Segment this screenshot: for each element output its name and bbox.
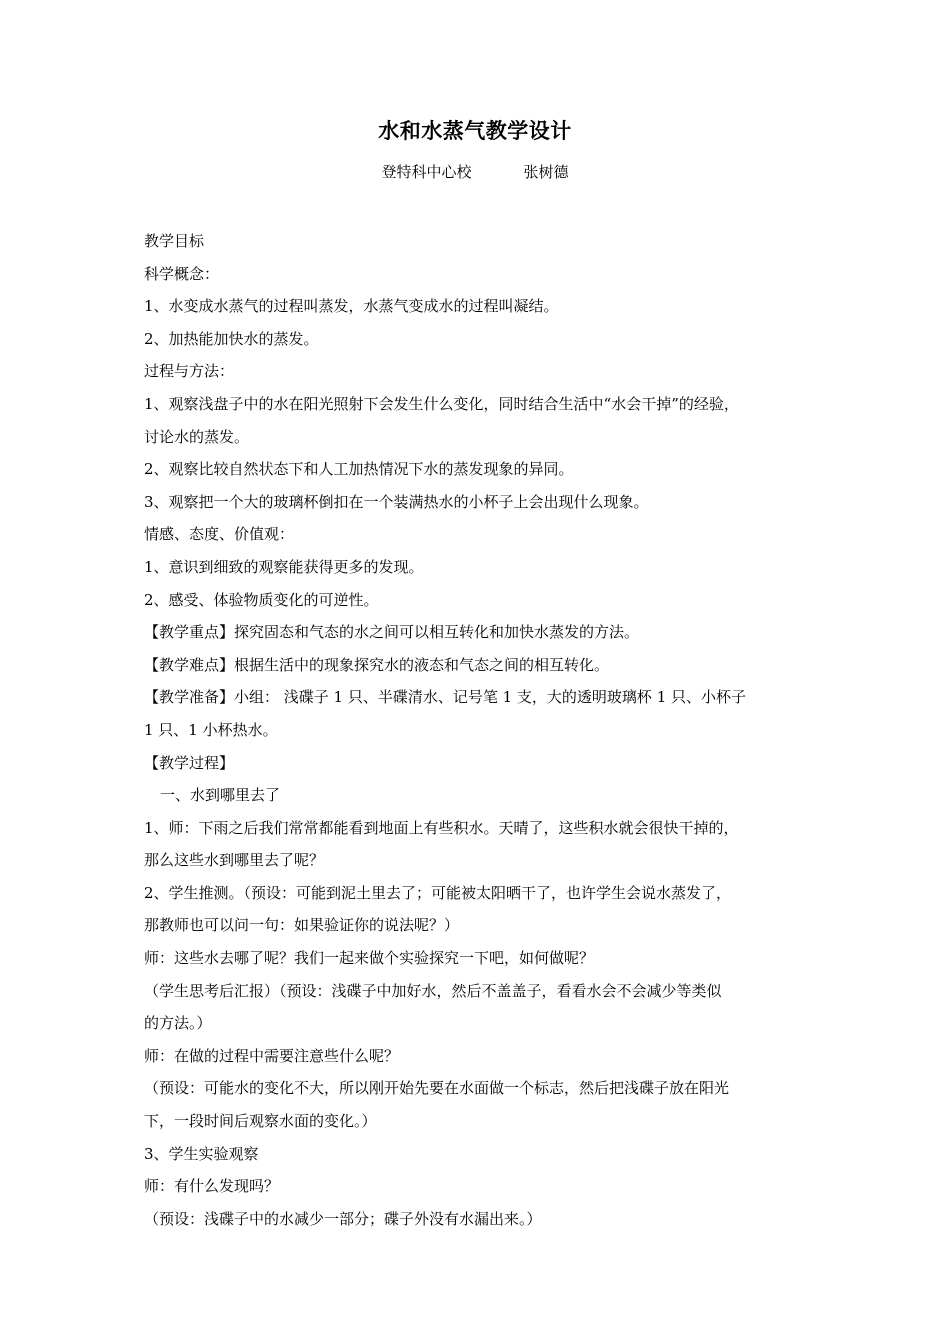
heading-teaching-goals: 教学目标 (144, 232, 205, 250)
paragraph-line: 那么这些水到哪里去了呢？ (144, 851, 325, 870)
paragraph-line: （预设：浅碟子中的水减少一部分；碟子外没有水漏出来。） (144, 1209, 542, 1228)
paragraph-line: 2、加热能加快水的蒸发。 (144, 329, 319, 348)
paragraph-line: 师：在做的过程中需要注意些什么呢？ (144, 1046, 400, 1065)
document-body (144, 225, 820, 1235)
author-line (0, 160, 950, 184)
author-name: 张树德 (523, 163, 569, 181)
paragraph-line: 师：这些水去哪了呢？我们一起来做个实验探究一下吧，如何做呢？ (144, 949, 595, 968)
paragraph-line: 1 只、1 小杯热水。 (144, 720, 278, 739)
paragraph-line: 那教师也可以问一句：如果验证你的说法呢？） (144, 916, 460, 935)
heading-science-concepts: 科学概念： (144, 264, 220, 283)
paragraph-line: 2、观察比较自然状态下和人工加热情况下水的蒸发现象的异同。 (144, 460, 574, 479)
paragraph-line: 下，一段时间后观察水面的变化。） (144, 1112, 377, 1131)
paragraph-line: （学生思考后汇报）（预设：浅碟子中加好水，然后不盖盖子，看看水会不会减少等类似 (144, 981, 722, 1000)
key-points-line: 【教学重点】探究固态和气态的水之间可以相互转化和加快水蒸发的方法。 (144, 623, 640, 642)
paragraph-line: 1、水变成水蒸气的过程叫蒸发，水蒸气变成水的过程叫凝结。 (144, 297, 559, 316)
heading-process-methods: 过程与方法： (144, 362, 235, 381)
paragraph-line: 3、观察把一个大的玻璃杯倒扣在一个装满热水的小杯子上会出现什么现象。 (144, 492, 649, 511)
paragraph-line: 2、学生推测。（预设：可能到泥土里去了；可能被太阳晒干了，也许学生会说水蒸发了， (144, 883, 732, 902)
heading-teaching-process: 【教学过程】 (144, 753, 235, 772)
document-title: 水和水蒸气教学设计 (378, 118, 572, 143)
paragraph-line: 2、感受、体验物质变化的可逆性。 (144, 590, 379, 609)
paragraph-line: 1、意识到细致的观察能获得更多的发现。 (144, 557, 424, 576)
paragraph-line: 师：有什么发现吗？ (144, 1177, 280, 1196)
paragraph-line: 3、学生实验观察 (144, 1144, 259, 1163)
preparation-line: 【教学准备】小组： 浅碟子 1 只、半碟清水、记号笔 1 支，大的透明玻璃杯 1 只、小杯子 (144, 688, 747, 707)
heading-attitudes-values: 情感、态度、价值观： (144, 525, 295, 544)
paragraph-line: （预设：可能水的变化不大，所以刚开始先要在水面做一个标志，然后把浅碟子放在阳光 (144, 1079, 730, 1098)
paragraph-line: 的方法。） (144, 1014, 212, 1033)
paragraph-line: 1、观察浅盘子中的水在阳光照射下会发生什么变化，同时结合生活中“水会干掉”的经验， (144, 394, 739, 413)
difficulties-line: 【教学难点】根据生活中的现象探究水的液态和气态之间的相互转化。 (144, 655, 610, 674)
paragraph-line: 1、师：下雨之后我们常常都能看到地面上有些积水。天晴了，这些积水就会很快干掉的， (144, 818, 739, 837)
paragraph-line: 讨论水的蒸发。 (144, 427, 250, 446)
section-heading: 一、水到哪里去了 (160, 786, 281, 805)
school-name: 登特科中心校 (381, 163, 472, 181)
